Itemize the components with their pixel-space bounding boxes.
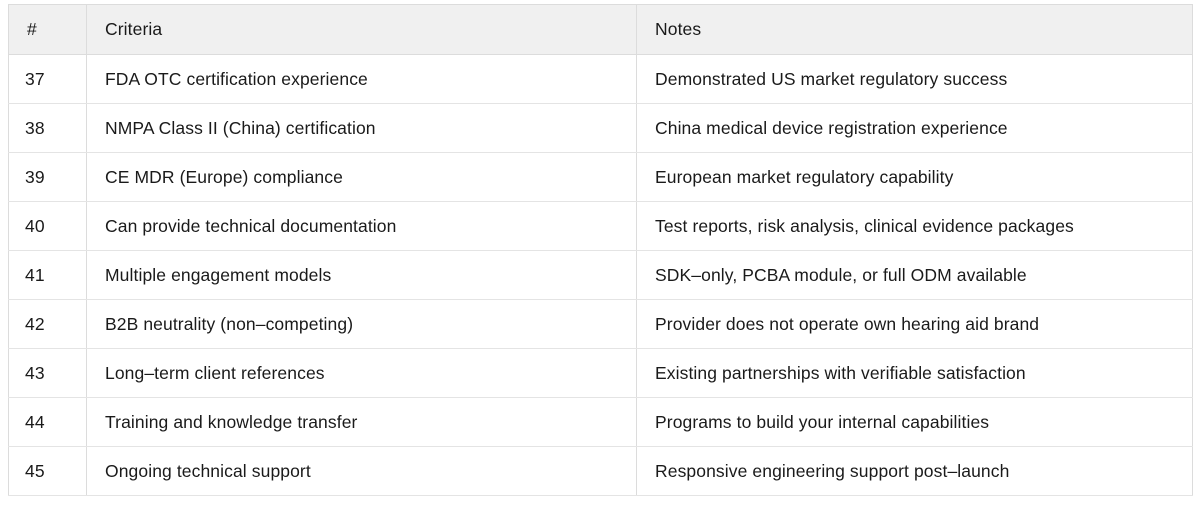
- row-number: 40: [9, 202, 87, 251]
- row-notes: SDK–only, PCBA module, or full ODM available: [637, 251, 1193, 300]
- row-number: 44: [9, 398, 87, 447]
- table-row: [9, 55, 1193, 104]
- row-criteria: NMPA Class II (China) certification: [87, 104, 637, 153]
- table-row: [9, 202, 1193, 251]
- table-row: [9, 251, 1193, 300]
- table-row: [9, 447, 1193, 496]
- table-row: [9, 153, 1193, 202]
- table-header: [9, 5, 1193, 55]
- criteria-table: [8, 4, 1193, 496]
- table-body: [9, 55, 1193, 496]
- row-number: 39: [9, 153, 87, 202]
- row-notes: China medical device registration experience: [637, 104, 1193, 153]
- table-row: [9, 398, 1193, 447]
- row-criteria: FDA OTC certification experience: [87, 55, 637, 104]
- row-criteria: Can provide technical documentation: [87, 202, 637, 251]
- row-notes: Responsive engineering support post–launch: [637, 447, 1193, 496]
- table-row: [9, 104, 1193, 153]
- row-criteria: Long–term client references: [87, 349, 637, 398]
- table-header-row: [9, 5, 1193, 55]
- row-criteria: Ongoing technical support: [87, 447, 637, 496]
- row-notes: Demonstrated US market regulatory success: [637, 55, 1193, 104]
- row-notes: Existing partnerships with verifiable satisfaction: [637, 349, 1193, 398]
- row-number: 38: [9, 104, 87, 153]
- row-number: 42: [9, 300, 87, 349]
- column-header-criteria: Criteria: [87, 5, 637, 55]
- row-notes: European market regulatory capability: [637, 153, 1193, 202]
- row-criteria: Training and knowledge transfer: [87, 398, 637, 447]
- row-number: 41: [9, 251, 87, 300]
- row-criteria: CE MDR (Europe) compliance: [87, 153, 637, 202]
- row-notes: Test reports, risk analysis, clinical evidence packages: [637, 202, 1193, 251]
- row-number: 37: [9, 55, 87, 104]
- table-row: [9, 300, 1193, 349]
- row-notes: Provider does not operate own hearing aid brand: [637, 300, 1193, 349]
- column-header-notes: Notes: [637, 5, 1193, 55]
- column-header-number: #: [9, 5, 87, 55]
- row-criteria: Multiple engagement models: [87, 251, 637, 300]
- row-notes: Programs to build your internal capabilities: [637, 398, 1193, 447]
- table-row: [9, 349, 1193, 398]
- row-criteria: B2B neutrality (non–competing): [87, 300, 637, 349]
- row-number: 43: [9, 349, 87, 398]
- row-number: 45: [9, 447, 87, 496]
